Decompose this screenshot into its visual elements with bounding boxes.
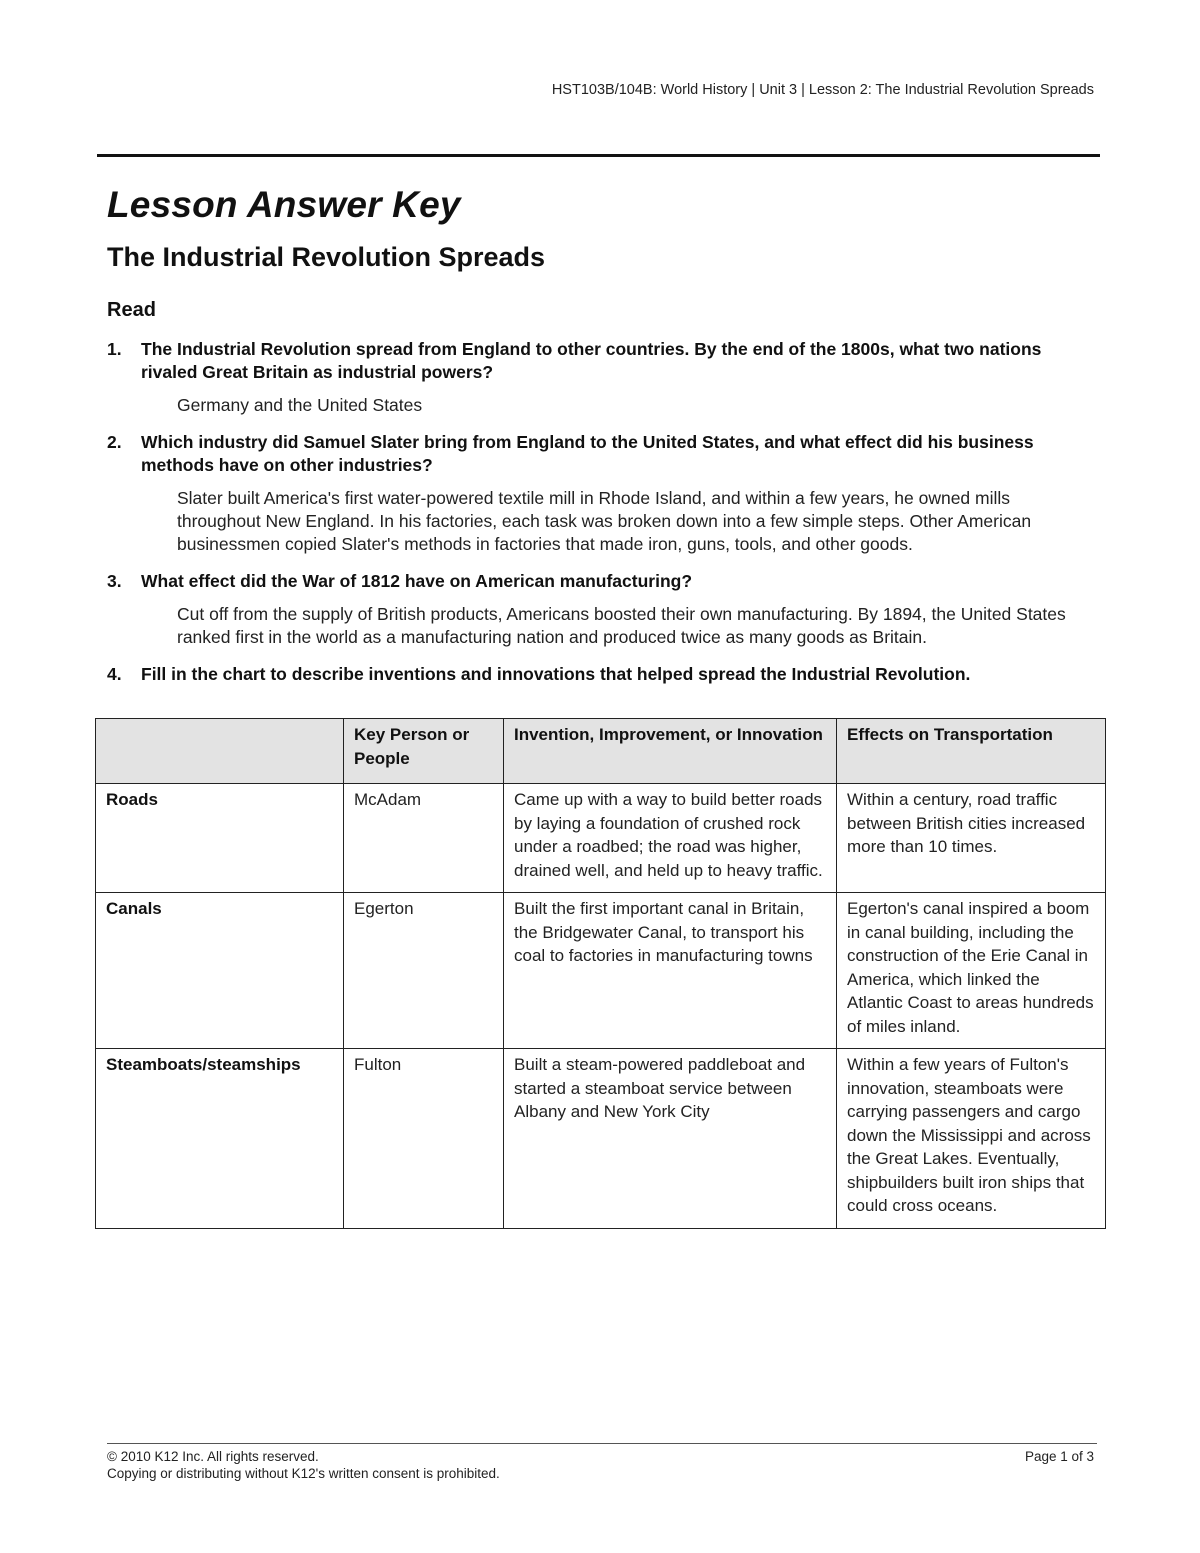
page-number: Page 1 of 3 — [1024, 1449, 1094, 1464]
question-number: 4. — [107, 664, 122, 684]
page-header: HST103B/104B: World History | Unit 3 | Lesson 2: The Industrial Revolution Spreads — [551, 82, 1094, 98]
question-1 — [107, 338, 1097, 417]
question-number: 2. — [107, 432, 122, 452]
document-title: Lesson Answer Key — [107, 184, 461, 225]
question-text — [107, 431, 1097, 477]
row-person: Fulton — [344, 1049, 504, 1229]
answer-text: Cut off from the supply of British products, Americans boosted their own manufacturing. By 1894, the United States ranked first in the world as a manufacturing nation and produced twice as many goods as Britain. — [177, 604, 1066, 647]
row-invention: Came up with a way to build better roads by laying a foundation of crushed rock under a roadbed; the road was higher, drained well, and held up to heavy traffic. — [504, 784, 837, 893]
row-effects: Within a century, road traffic between British cities increased more than 10 times. — [837, 784, 1106, 893]
section-heading: Read — [107, 299, 156, 321]
question-list — [107, 338, 1097, 700]
question-text — [107, 570, 1097, 593]
answer-text: Slater built America's first water-powered textile mill in Rhode Island, and within a few years, he owned mills throughout New England. In his factories, each task was broken down into a few simple steps. Other American businessmen copied Slater's methods in factories that made iron, guns, tools, and other goods. — [177, 488, 1032, 554]
question-prompt: What effect did the War of 1812 have on American manufacturing? — [141, 571, 693, 591]
row-category: Canals — [96, 893, 344, 1049]
header-cell-effects: Effects on Transportation — [837, 719, 1106, 784]
row-person: Egerton — [344, 893, 504, 1049]
table-row — [96, 1049, 1106, 1229]
footer-legal — [107, 1448, 500, 1482]
row-person: McAdam — [344, 784, 504, 893]
row-invention: Built a steam-powered paddleboat and started a steamboat service between Albany and New York City — [504, 1049, 837, 1229]
header-cell-category — [96, 719, 344, 784]
row-category: Roads — [96, 784, 344, 893]
inventions-chart — [95, 718, 1106, 1229]
header-cell-person: Key Person or People — [344, 719, 504, 784]
answer-text: Germany and the United States — [177, 395, 423, 415]
row-effects: Egerton's canal inspired a boom in canal building, including the construction of the Erie Canal in America, which linked the Atlantic Coast to areas hundreds of miles inland. — [837, 893, 1106, 1049]
question-prompt: Fill in the chart to describe inventions and innovations that helped spread the Industrial Revolution. — [141, 664, 971, 684]
row-category: Steamboats/steamships — [96, 1049, 344, 1229]
question-number: 1. — [107, 339, 122, 359]
question-text — [107, 338, 1097, 384]
document-subtitle: The Industrial Revolution Spreads — [107, 242, 546, 272]
question-prompt: The Industrial Revolution spread from England to other countries. By the end of the 1800s, what two nations rivaled Great Britain as industrial powers? — [141, 339, 1042, 382]
footer-divider — [107, 1443, 1097, 1444]
table-row — [96, 784, 1106, 893]
header-divider — [97, 154, 1100, 157]
question-text — [107, 663, 1097, 686]
copyright-text: © 2010 K12 Inc. All rights reserved. — [107, 1449, 319, 1464]
row-effects: Within a few years of Fulton's innovation, steamboats were carrying passengers and cargo down the Mississippi and across the Great Lakes. Eventually, shipbuilders built iron ships that could cross oceans. — [837, 1049, 1106, 1229]
question-3 — [107, 570, 1097, 649]
header-cell-invention: Invention, Improvement, or Innovation — [504, 719, 837, 784]
question-2 — [107, 431, 1097, 556]
table-row — [96, 893, 1106, 1049]
question-4 — [107, 663, 1097, 686]
question-number: 3. — [107, 571, 122, 591]
table-header-row — [96, 719, 1106, 784]
distribution-notice: Copying or distributing without K12's written consent is prohibited. — [107, 1466, 500, 1481]
row-invention: Built the first important canal in Britain, the Bridgewater Canal, to transport his coal to factories in manufacturing towns — [504, 893, 837, 1049]
question-prompt: Which industry did Samuel Slater bring from England to the United States, and what effect did his business methods have on other industries? — [141, 432, 1034, 475]
